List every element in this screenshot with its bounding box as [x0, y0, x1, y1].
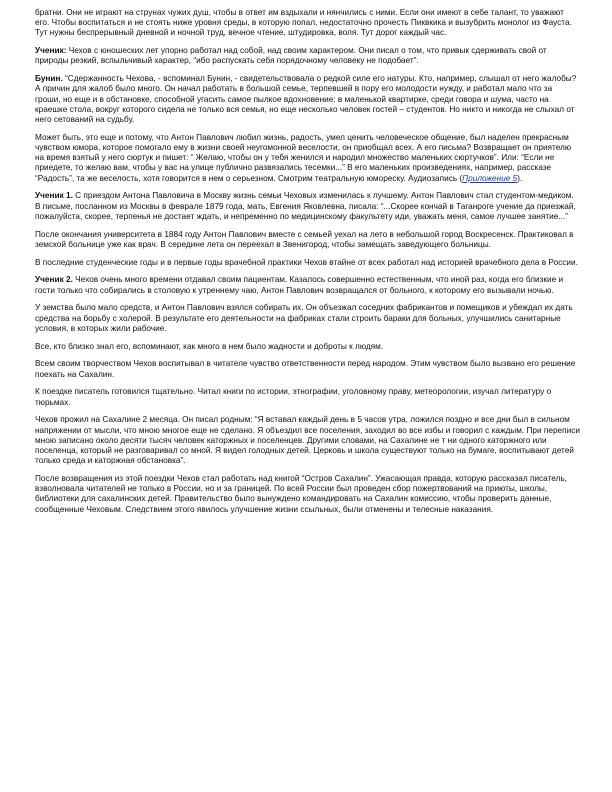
speaker-label: Бунин.: [35, 74, 63, 84]
paragraph-13: [35, 415, 580, 466]
paragraph-12: [35, 387, 580, 407]
appendix-link[interactable]: Приложение 5: [462, 173, 518, 183]
paragraph-text: братни. Они не играют на струнах чужих душ, чтобы в ответ им вздыхали и нянчились с ними. Если они имеют в себе талант, то уважают его. Чтобы воспитаться и не стоять ниже уровня среды, в которую попал, недостаточно прочесть Пиквкика и вызубрить монолог из Фауста. Тут нужны беспрерывный дневной и ночной труд, вечное чтение, штудировка, воля. Тут дорог каждый час.: [35, 8, 572, 38]
paragraph-text: К поездке писатель готовился тщательно. Читал книги по истории, этнографии, уголовному праву, метеорологии, изучал литературу о тюрьмах.: [35, 387, 552, 407]
speaker-label: Ученик:: [35, 46, 67, 56]
paragraph-text: “Сдержанность Чехова, - вспоминал Бунин, - свидетельствовала о редкой силе его натуры. Кто, например, слышал от него жалобы? А причин для жалоб было много. Он начал работать в большой семье, терпевшей в пору его молодости нужду, и работал мало что за гроши, но еще и в обстановке, способной угасить самое пылкое вдохновение: в маленькой квартирке, среди говора и шума, часто на краешке стола, вокруг которого сидела не только вся семья, но еще несколько человек гостей – студентов. Но никто и никогда не слыхал от него сетований на судьбу.: [35, 74, 577, 125]
paragraph-10: [35, 342, 580, 352]
paragraph-4: [35, 133, 580, 184]
paragraph-text: После возвращения из этой поездки Чехов стал работать над книгой “Остров Сахалин”. Ужасающая правда, которую рассказал писатель, взволновала читателей не только в России, но и за границей. По всей России был проведен сбор пожертвований на приюты, школы, библиотеки для сахалинских детей. Правительство было вынуждено командировать на Сахалин комиссию, чтобы проверить данные, сообщенные Чеховым. Следствием этого явилось улучшение жизни ссыльных, были отменены и телесные наказания.: [35, 474, 567, 514]
paragraph-7: [35, 258, 580, 268]
paragraph-6: [35, 230, 580, 250]
paragraph-3: [35, 74, 580, 125]
paragraph-5: [35, 191, 580, 222]
paragraph-tail: ).: [517, 173, 523, 183]
paragraph-text: У земства было мало средств, и Антон Павлович взялся собирать их. Он объезжал соседних фабрикантов и помещиков и убеждал их дать средства на борьбу с холерой. В результате его деятельности на фабриках стали строить бараки для больных, улучшились санитарные условия, в которых жили рабочие.: [35, 303, 573, 333]
speaker-label: Ученик 2.: [35, 275, 73, 285]
paragraph-text: Чехов прожил на Сахалине 2 месяца. Он писал родным: “Я вставал каждый день в 5 часов утра, ложился поздно и все дни был в сильном напряжении от мысли, что мною многое еще не сделано. Я объездил все поселения, заходил во все избы и говорил с каждым. При переписи мною записано около десяти тысяч человек каторжных и поселенцев. Другими словами, на Сахалине не т ни одного каторжного или поселенца, который не разговаривал со мной. Я видел голодных детей. Церковь и школа существуют только на бумаге, воспитывают детей только среда и каторжная обстановка”.: [35, 415, 580, 466]
paragraph-text: С приездом Антона Павловича в Москву жизнь семьи Чеховых изменилась к лучшему. Антон Павлович стал студентом-медиком. В письме, посланном из Москвы в феврале 1879 года, мать, Евгения Яковлевна, писала: “...Скорее кончай в Таганроге учение да приезжай, пожалуйста, скорее, терпенья не достает ждать, и непременно по медицинскому факультету иди, уважать меня, самое лучшее занятие...”: [35, 191, 576, 221]
paragraph-11: [35, 359, 580, 379]
paragraph-1: [35, 8, 580, 39]
paragraph-text: Может быть, это еще и потому, что Антон Павлович любил жизнь, радость, умел ценить человеческое общение, был наделен прекрасным чувством юмора, которое помогало ему в жизни своей неугомонной веселости, он приобщал всех. А его письма? Возвращает он приятелю на время взятый у него сюртук и пишет: “ Желаю, чтобы он у тебя женился и народил множество маленьких сюртучков”. Или: “Если не приедете, то желаю вам, чтобы у вас на улице публично развязались тесемки...” В его маленьких произведениях, например, рассказе “Радость”, та же веселость, хотя говорится в нем о серьезном. Смотрим театральную юмореску. Аудиозапись (: [35, 132, 572, 183]
document-page: [35, 8, 580, 522]
paragraph-text: После окончания университета в 1884 году Антон Павлович вместе с семьей уехал на лето в небольшой город Воскресенск. Практиковал в земской больнице уже как врач. В середине лета он переехал в Звенигород, чтобы замещать заведующего больницы.: [35, 229, 574, 249]
paragraph-9: [35, 303, 580, 334]
paragraph-14: [35, 474, 580, 515]
paragraph-text: Всем своим творчеством Чехов воспитывал в читателе чувство ответственности перед народом. Этим чувством было вызвано его решение поехать на Сахалин.: [35, 359, 576, 379]
paragraph-text: Чехов с юношеских лет упорно работал над собой, над своим характером. Они писал о том, что привык сдерживать свой от природы резкий, вспыльчивый характер, “ибо распускать себя порядочному человеку не подобает”.: [35, 46, 547, 66]
paragraph-8: [35, 275, 580, 295]
paragraph-text: В последние студенческие годы и в первые годы врачебной практики Чехов втайне от всех работал над историей врачебного дела в России.: [35, 257, 578, 267]
paragraph-text: Все, кто близко знал его, вспоминают, как много в нем было жадности и доброты к людям.: [35, 341, 384, 351]
paragraph-2: [35, 46, 580, 66]
paragraph-text: Чехов очень много времени отдавал своим пациентам. Казалось совершенно естественным, что иной раз, когда его близкие и гости только что собирались в столовую к утреннему чаю, Антон Павлович возвращался от больного, к которому его вызывали ночью.: [35, 275, 564, 295]
speaker-label: Ученик 1.: [35, 191, 73, 201]
